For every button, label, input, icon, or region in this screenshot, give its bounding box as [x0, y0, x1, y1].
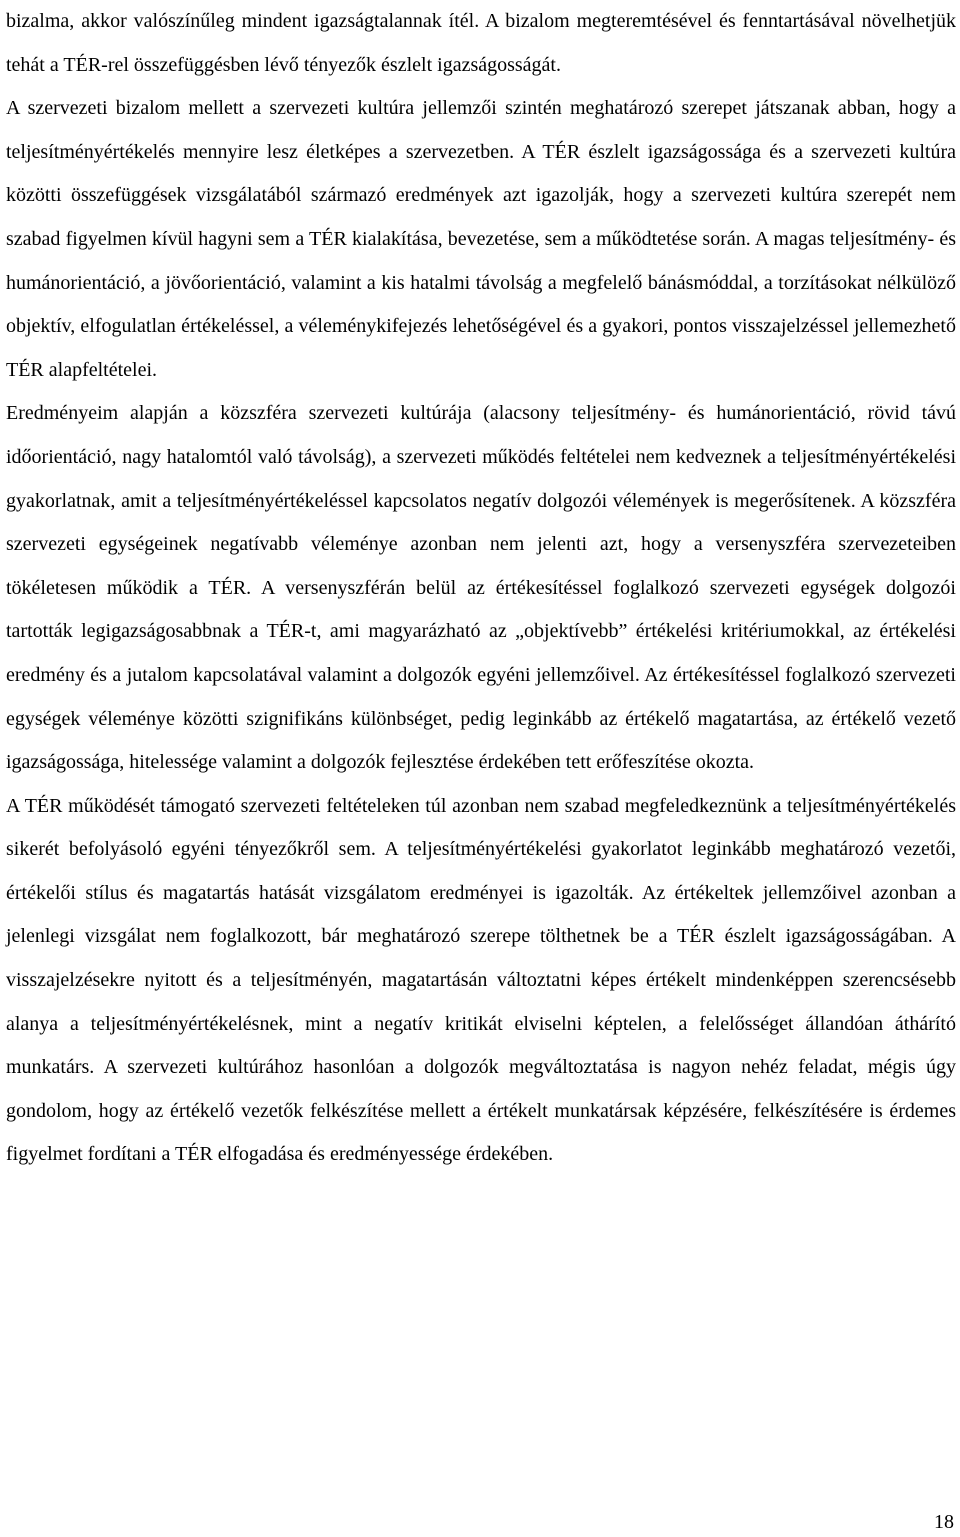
paragraph: A TÉR működését támogató szervezeti feltételeken túl azonban nem szabad megfeledkeznünk a teljesítményértékelés sikerét befolyásoló egyéni tényezőkről sem. A teljesítményértékelési gyakorlatot leginkább meghatározó vezetői, értékelői stílus és magatartás hatását vizsgálatom eredményei is igazolták. Az értékeltek jellemzőivel azonban a jelenlegi vizsgálat nem foglalkozott, bár meghatározó szerepe tölthetnek be a TÉR észlelt igazságosságában. A visszajelzésekre nyitott és a teljesítményén, magatartásán változtatni képes értékelt mindenképpen szerencsésebb alanya a teljesítményértékelésnek, mint a negatív kritikát elviselni képtelen, a felelősséget állandóan áthárító munkatárs. A szervezeti kultúrához hasonlóan a dolgozók megváltoztatása is nagyon nehéz feladat, mégis úgy gondolom, hogy az értékelő vezetők felkészítése mellett a értékelt munkatársak képzésére, felkészítésére is érdemes figyelmet fordítani a TÉR elfogadása és eredményessége érdekében.	[6, 794, 956, 1166]
paragraph: bizalma, akkor valószínűleg mindent igazságtalannak ítél. A bizalom megteremtésével és fenntartásával növelhetjük tehát a TÉR-rel összefüggésben lévő tényezők észlelt igazságosságát.	[6, 10, 956, 76]
paragraph: Eredményeim alapján a közszféra szervezeti kultúrája (alacsony teljesítmény- és humánorientáció, rövid távú időorientáció, nagy hatalomtól való távolság), a szervezeti működés feltételei nem kedveznek a teljesítményértékelési gyakorlatnak, amit a teljesítményértékeléssel kapcsolatos negatív dolgozói vélemények is megerősítenek. A közszféra szervezeti egységeinek negatívabb véleménye azonban nem jelenti azt, hogy a versenyszféra szervezeteiben tökéletesen működik a TÉR. A versenyszférán belül az értékesítéssel foglalkozó szervezeti egységek dolgozói tartották legigazságosabbnak a TÉR-t, ami magyarázható az „objektívebb” értékelési kritériumokkal, az értékelési eredmény és a jutalom kapcsolatával valamint a dolgozók egyéni jellemzőivel. Az értékesítéssel foglalkozó szervezeti egységek véleménye közötti szignifikáns különbséget, pedig leginkább az értékelő magatartása, az értékelő vezető igazságossága, hitelessége valamint a dolgozók fejlesztése érdekében tett erőfeszítése okozta.	[6, 402, 956, 774]
page-body-text	[6, 0, 956, 1177]
paragraph: A szervezeti bizalom mellett a szervezeti kultúra jellemzői szintén meghatározó szerepet játszanak abban, hogy a teljesítményértékelés mennyire lesz életképes a szervezetben. A TÉR észlelt igazságossága és a szervezeti kultúra közötti összefüggések vizsgálatából származó eredmények azt igazolják, hogy a szervezeti kultúra szerepét nem szabad figyelmen kívül hagyni sem a TÉR kialakítása, bevezetése, sem a működtetése során. A magas teljesítmény- és humánorientáció, a jövőorientáció, valamint a kis hatalmi távolság a megfelelő bánásmóddal, a torzításokat nélkülöző objektív, elfogulatlan értékeléssel, a véleménykifejezés lehetőségével és a gyakori, pontos visszajelzéssel jellemezhető TÉR alapfeltételei.	[6, 97, 956, 381]
page-number: 18	[934, 1511, 954, 1533]
